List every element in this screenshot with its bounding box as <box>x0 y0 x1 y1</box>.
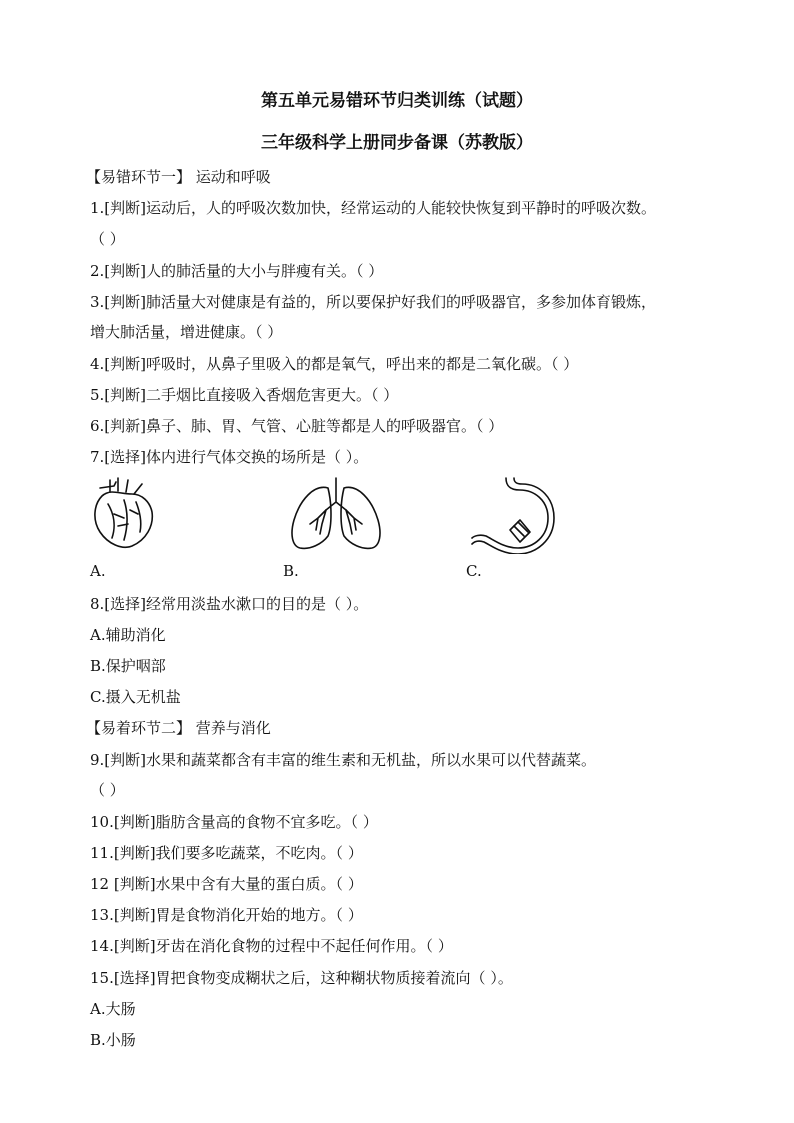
section-heading-2: 【易着环节二】 营养与消化 <box>86 719 271 737</box>
question-7: 7.[选择]体内进行气体交换的场所是（ ）。 <box>90 448 369 466</box>
question-12: 12 [判断]水果中含有大量的蛋白质。（ ） <box>90 875 363 893</box>
question-6: 6.[判新]鼻子、肺、胃、气管、心脏等都是人的呼吸器官。（ ） <box>90 417 504 435</box>
question-15-option-b: B.小肠 <box>90 1031 136 1049</box>
question-14: 14.[判断]牙齿在消化食物的过程中不起任何作用。（ ） <box>90 937 453 955</box>
question-8-option-a: A.辅助消化 <box>90 626 166 644</box>
question-8-option-c: C.摄入无机盐 <box>90 688 181 706</box>
section-heading-1: 【易错环节一】 运动和呼吸 <box>86 168 271 186</box>
page-title: 第五单元易错环节归类训练（试题） <box>261 91 533 111</box>
question-7-option-b: B. <box>283 562 299 580</box>
question-8: 8.[选择]经常用淡盐水漱口的目的是（ ）。 <box>90 595 369 613</box>
page-subtitle: 三年级科学上册同步备课（苏教版） <box>261 133 533 153</box>
heart-icon <box>88 474 160 554</box>
question-4: 4.[判断]呼吸时，从鼻子里吸入的都是氧气，呼出来的都是二氧化碳。（ ） <box>90 355 579 373</box>
question-10: 10.[判断]脂肪含量高的食物不宜多吃。（ ） <box>90 813 378 831</box>
question-7-option-c: C. <box>466 562 482 580</box>
stomach-icon <box>470 474 556 554</box>
question-3-line-2: 增大肺活量，增进健康。（ ） <box>90 323 283 341</box>
lungs-icon <box>286 474 386 554</box>
question-3-line-1: 3.[判断]肺活量大对健康是有益的，所以要保护好我们的呼吸器官，多参加体育锻炼， <box>90 293 657 311</box>
question-7-option-a: A. <box>90 562 106 580</box>
question-2: 2.[判断]人的肺活量的大小与胖瘦有关。（ ） <box>90 262 384 280</box>
question-1-line-1: 1.[判断]运动后，人的呼吸次数加快，经常运动的人能较快恢复到平静时的呼吸次数。 <box>90 199 657 217</box>
question-8-option-b: B.保护咽部 <box>90 657 166 675</box>
question-11: 11.[判断]我们要多吃蔬菜，不吃肉。（ ） <box>90 844 363 862</box>
question-5: 5.[判断]二手烟比直接吸入香烟危害更大。（ ） <box>90 386 399 404</box>
question-13: 13.[判断]胃是食物消化开始的地方。（ ） <box>90 906 363 924</box>
question-15: 15.[选择]胃把食物变成糊状之后，这种糊状物质接着流向（ ）。 <box>90 969 513 987</box>
question-9-line-2: （ ） <box>90 781 125 799</box>
question-15-option-a: A.大肠 <box>90 1000 136 1018</box>
question-1-line-2: （ ） <box>90 230 125 248</box>
question-9-line-1: 9.[判断]水果和蔬菜都含有丰富的维生素和无机盐，所以水果可以代替蔬菜。 <box>90 751 597 769</box>
